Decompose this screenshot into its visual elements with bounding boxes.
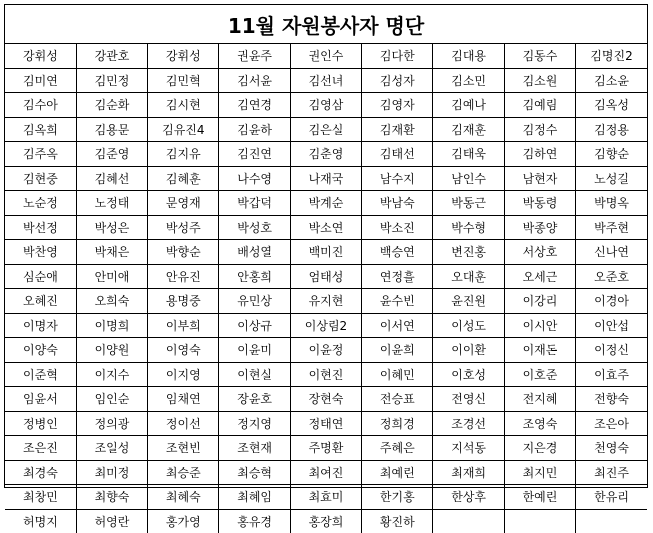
name-cell[interactable]: 전영신 xyxy=(433,387,504,412)
name-cell[interactable]: 박향순 xyxy=(148,240,219,265)
table-row xyxy=(5,436,647,461)
volunteer-table xyxy=(5,44,647,533)
name-cell[interactable]: 백승연 xyxy=(362,240,433,265)
name-cell[interactable]: 이정신 xyxy=(576,338,647,363)
name-cell[interactable] xyxy=(504,509,575,533)
name-cell[interactable]: 나수영 xyxy=(219,166,290,191)
name-cell[interactable]: 용명중 xyxy=(148,289,219,314)
name-cell[interactable]: 정이선 xyxy=(148,411,219,436)
name-cell[interactable]: 김진연 xyxy=(219,142,290,167)
name-cell[interactable]: 최승혁 xyxy=(219,460,290,485)
name-cell[interactable]: 임윤서 xyxy=(5,387,76,412)
name-cell[interactable]: 박성호 xyxy=(219,215,290,240)
name-cell[interactable]: 이윤미 xyxy=(219,338,290,363)
name-cell[interactable]: 박소연 xyxy=(290,215,361,240)
table-row xyxy=(5,387,647,412)
name-cell[interactable]: 김명진2 xyxy=(576,44,647,68)
name-cell[interactable]: 이현진 xyxy=(290,362,361,387)
name-cell[interactable]: 김서윤 xyxy=(219,68,290,93)
name-cell[interactable]: 김다한 xyxy=(362,44,433,68)
name-cell[interactable]: 전승표 xyxy=(362,387,433,412)
name-cell[interactable] xyxy=(576,509,647,533)
name-cell[interactable]: 한상후 xyxy=(433,485,504,510)
name-cell[interactable]: 조영숙 xyxy=(504,411,575,436)
name-cell[interactable]: 오대훈 xyxy=(433,264,504,289)
name-cell[interactable]: 엄태성 xyxy=(290,264,361,289)
name-cell[interactable]: 전지혜 xyxy=(504,387,575,412)
name-cell[interactable]: 박종양 xyxy=(504,215,575,240)
name-cell[interactable]: 이상규 xyxy=(219,313,290,338)
name-cell[interactable]: 최진주 xyxy=(576,460,647,485)
name-cell[interactable]: 유지현 xyxy=(290,289,361,314)
name-cell[interactable]: 이명희 xyxy=(76,313,147,338)
name-cell[interactable]: 김유진4 xyxy=(148,117,219,142)
name-cell[interactable]: 홍장희 xyxy=(290,509,361,533)
name-cell[interactable]: 천영숙 xyxy=(576,436,647,461)
name-cell[interactable]: 안홍희 xyxy=(219,264,290,289)
name-cell[interactable]: 임채연 xyxy=(148,387,219,412)
name-cell[interactable]: 주명환 xyxy=(290,436,361,461)
name-cell[interactable]: 조일성 xyxy=(76,436,147,461)
name-cell[interactable]: 이호성 xyxy=(433,362,504,387)
name-cell[interactable]: 김주옥 xyxy=(5,142,76,167)
name-cell[interactable]: 오준호 xyxy=(576,264,647,289)
name-cell[interactable]: 나재국 xyxy=(290,166,361,191)
name-cell[interactable]: 허영란 xyxy=(76,509,147,533)
name-cell[interactable]: 정병인 xyxy=(5,411,76,436)
name-cell[interactable]: 이상림2 xyxy=(290,313,361,338)
sheet-title: 11월 자원봉사자 명단 xyxy=(5,5,647,44)
name-cell[interactable]: 이부희 xyxy=(148,313,219,338)
name-cell[interactable]: 박동근 xyxy=(433,191,504,216)
name-cell[interactable]: 안유진 xyxy=(148,264,219,289)
name-cell[interactable]: 최혜임 xyxy=(219,485,290,510)
name-cell[interactable]: 백미진 xyxy=(290,240,361,265)
name-cell[interactable]: 연정흘 xyxy=(362,264,433,289)
name-cell[interactable]: 이효주 xyxy=(576,362,647,387)
name-cell[interactable]: 주혜은 xyxy=(362,436,433,461)
name-cell[interactable]: 박주현 xyxy=(576,215,647,240)
name-cell[interactable]: 오세근 xyxy=(504,264,575,289)
name-cell[interactable]: 이이환 xyxy=(433,338,504,363)
name-cell[interactable]: 김혜선 xyxy=(76,166,147,191)
name-cell[interactable]: 이지수 xyxy=(76,362,147,387)
table-row xyxy=(5,215,647,240)
name-cell[interactable]: 최향숙 xyxy=(76,485,147,510)
name-cell[interactable]: 김민정 xyxy=(76,68,147,93)
name-cell[interactable]: 지은경 xyxy=(504,436,575,461)
name-cell[interactable]: 김순화 xyxy=(76,93,147,118)
name-cell[interactable]: 김영자 xyxy=(362,93,433,118)
name-cell[interactable]: 김소윤 xyxy=(576,68,647,93)
name-cell[interactable]: 김재훈 xyxy=(433,117,504,142)
table-row xyxy=(5,240,647,265)
name-cell[interactable]: 박갑덕 xyxy=(219,191,290,216)
name-cell[interactable]: 이재돈 xyxy=(504,338,575,363)
name-cell[interactable]: 김향순 xyxy=(576,142,647,167)
name-cell[interactable]: 최승준 xyxy=(148,460,219,485)
name-cell[interactable]: 이윤정 xyxy=(290,338,361,363)
name-cell[interactable]: 장윤호 xyxy=(219,387,290,412)
name-cell[interactable]: 박계순 xyxy=(290,191,361,216)
name-cell[interactable]: 최혜숙 xyxy=(148,485,219,510)
name-cell[interactable]: 김준영 xyxy=(76,142,147,167)
name-cell[interactable]: 박찬영 xyxy=(5,240,76,265)
name-cell[interactable]: 김윤하 xyxy=(219,117,290,142)
name-cell[interactable]: 최창민 xyxy=(5,485,76,510)
name-cell[interactable]: 김대용 xyxy=(433,44,504,68)
name-cell[interactable]: 김수아 xyxy=(5,93,76,118)
name-cell[interactable]: 김춘영 xyxy=(290,142,361,167)
name-cell[interactable]: 김태욱 xyxy=(433,142,504,167)
name-cell[interactable]: 이강리 xyxy=(504,289,575,314)
name-cell[interactable]: 한유리 xyxy=(576,485,647,510)
name-cell[interactable]: 김옥성 xyxy=(576,93,647,118)
name-cell[interactable]: 김정용 xyxy=(576,117,647,142)
name-cell[interactable]: 오희숙 xyxy=(76,289,147,314)
name-cell[interactable]: 박동령 xyxy=(504,191,575,216)
name-cell[interactable]: 허명지 xyxy=(5,509,76,533)
name-cell[interactable]: 최효미 xyxy=(290,485,361,510)
name-cell[interactable]: 이호준 xyxy=(504,362,575,387)
name-cell[interactable]: 이영숙 xyxy=(148,338,219,363)
name-cell[interactable]: 김혜훈 xyxy=(148,166,219,191)
name-cell[interactable]: 김태선 xyxy=(362,142,433,167)
name-cell[interactable]: 배성열 xyxy=(219,240,290,265)
name-cell[interactable]: 김성자 xyxy=(362,68,433,93)
name-cell[interactable]: 홍유경 xyxy=(219,509,290,533)
name-cell[interactable]: 이시안 xyxy=(504,313,575,338)
name-cell[interactable]: 조경선 xyxy=(433,411,504,436)
table-row xyxy=(5,44,647,68)
name-cell[interactable]: 이준혁 xyxy=(5,362,76,387)
name-cell[interactable]: 조은진 xyxy=(5,436,76,461)
name-cell[interactable]: 이서연 xyxy=(362,313,433,338)
name-cell[interactable]: 권윤주 xyxy=(219,44,290,68)
name-cell[interactable]: 안미애 xyxy=(76,264,147,289)
name-cell[interactable]: 지석동 xyxy=(433,436,504,461)
name-cell[interactable]: 한예린 xyxy=(504,485,575,510)
name-cell[interactable]: 박채은 xyxy=(76,240,147,265)
name-cell[interactable]: 조현빈 xyxy=(148,436,219,461)
name-cell[interactable]: 이양숙 xyxy=(5,338,76,363)
name-cell[interactable]: 김옥희 xyxy=(5,117,76,142)
name-cell[interactable]: 심순애 xyxy=(5,264,76,289)
name-cell[interactable]: 김소민 xyxy=(433,68,504,93)
volunteer-table-body xyxy=(5,44,647,533)
name-cell[interactable]: 김예림 xyxy=(504,93,575,118)
name-cell[interactable]: 최미정 xyxy=(76,460,147,485)
name-cell[interactable]: 이현실 xyxy=(219,362,290,387)
name-cell[interactable]: 강휘성 xyxy=(5,44,76,68)
table-row xyxy=(5,166,647,191)
roster-sheet xyxy=(4,4,648,529)
name-cell[interactable]: 박성주 xyxy=(148,215,219,240)
table-row xyxy=(5,68,647,93)
name-cell[interactable]: 김소원 xyxy=(504,68,575,93)
table-row xyxy=(5,460,647,485)
name-cell[interactable]: 최지민 xyxy=(504,460,575,485)
name-cell[interactable]: 김지유 xyxy=(148,142,219,167)
table-row xyxy=(5,264,647,289)
name-cell[interactable]: 권인수 xyxy=(290,44,361,68)
name-cell[interactable]: 유민상 xyxy=(219,289,290,314)
name-cell[interactable]: 문영재 xyxy=(148,191,219,216)
name-cell[interactable]: 남수지 xyxy=(362,166,433,191)
name-cell[interactable]: 신나연 xyxy=(576,240,647,265)
name-cell[interactable]: 김은실 xyxy=(290,117,361,142)
name-cell[interactable]: 남현자 xyxy=(504,166,575,191)
name-cell[interactable]: 김시현 xyxy=(148,93,219,118)
name-cell[interactable]: 강휘성 xyxy=(148,44,219,68)
name-cell[interactable]: 김하연 xyxy=(504,142,575,167)
name-cell[interactable]: 윤수빈 xyxy=(362,289,433,314)
name-cell[interactable]: 최여진 xyxy=(290,460,361,485)
name-cell[interactable]: 정지영 xyxy=(219,411,290,436)
name-cell[interactable]: 박선정 xyxy=(5,215,76,240)
name-cell[interactable]: 이혜민 xyxy=(362,362,433,387)
name-cell[interactable]: 김정수 xyxy=(504,117,575,142)
name-cell[interactable]: 홍가영 xyxy=(148,509,219,533)
name-cell[interactable]: 최경숙 xyxy=(5,460,76,485)
name-cell[interactable]: 이지영 xyxy=(148,362,219,387)
name-cell[interactable]: 남인수 xyxy=(433,166,504,191)
name-cell[interactable]: 장현숙 xyxy=(290,387,361,412)
table-row xyxy=(5,362,647,387)
name-cell[interactable]: 김동수 xyxy=(504,44,575,68)
table-row xyxy=(5,191,647,216)
name-cell[interactable]: 김연경 xyxy=(219,93,290,118)
name-cell[interactable]: 노성길 xyxy=(576,166,647,191)
name-cell[interactable]: 강관호 xyxy=(76,44,147,68)
name-cell[interactable]: 임인순 xyxy=(76,387,147,412)
name-cell[interactable]: 최예린 xyxy=(362,460,433,485)
name-cell[interactable]: 박수형 xyxy=(433,215,504,240)
name-cell[interactable]: 김재환 xyxy=(362,117,433,142)
table-row xyxy=(5,93,647,118)
name-cell[interactable]: 박소진 xyxy=(362,215,433,240)
name-cell[interactable]: 조은아 xyxy=(576,411,647,436)
name-cell[interactable]: 서상호 xyxy=(504,240,575,265)
name-cell[interactable]: 이안섭 xyxy=(576,313,647,338)
name-cell[interactable]: 이성도 xyxy=(433,313,504,338)
name-cell[interactable]: 노정태 xyxy=(76,191,147,216)
name-cell[interactable]: 변진홍 xyxy=(433,240,504,265)
name-cell[interactable]: 황진하 xyxy=(362,509,433,533)
name-cell[interactable]: 김용문 xyxy=(76,117,147,142)
name-cell[interactable]: 박명옥 xyxy=(576,191,647,216)
name-cell[interactable]: 박성은 xyxy=(76,215,147,240)
table-row xyxy=(5,289,647,314)
name-cell[interactable]: 전향숙 xyxy=(576,387,647,412)
table-row xyxy=(5,485,647,510)
name-cell[interactable]: 이윤희 xyxy=(362,338,433,363)
name-cell[interactable]: 김민혁 xyxy=(148,68,219,93)
table-row xyxy=(5,313,647,338)
table-row xyxy=(5,509,647,533)
name-cell[interactable]: 김영삼 xyxy=(290,93,361,118)
name-cell[interactable]: 김예나 xyxy=(433,93,504,118)
name-cell[interactable]: 오혜진 xyxy=(5,289,76,314)
table-row xyxy=(5,338,647,363)
name-cell[interactable]: 노순정 xyxy=(5,191,76,216)
name-cell[interactable]: 김미연 xyxy=(5,68,76,93)
name-cell[interactable]: 최재희 xyxy=(433,460,504,485)
table-row xyxy=(5,142,647,167)
name-cell[interactable]: 이명자 xyxy=(5,313,76,338)
name-cell[interactable]: 박남숙 xyxy=(362,191,433,216)
name-cell[interactable]: 김선녀 xyxy=(290,68,361,93)
name-cell[interactable]: 윤진원 xyxy=(433,289,504,314)
name-cell[interactable]: 한기홍 xyxy=(362,485,433,510)
name-cell[interactable] xyxy=(433,509,504,533)
name-cell[interactable]: 이경아 xyxy=(576,289,647,314)
name-cell[interactable]: 정의광 xyxy=(76,411,147,436)
name-cell[interactable]: 정태연 xyxy=(290,411,361,436)
table-row xyxy=(5,411,647,436)
name-cell[interactable]: 정희경 xyxy=(362,411,433,436)
table-row xyxy=(5,117,647,142)
name-cell[interactable]: 이양원 xyxy=(76,338,147,363)
name-cell[interactable]: 김현중 xyxy=(5,166,76,191)
name-cell[interactable]: 조현재 xyxy=(219,436,290,461)
